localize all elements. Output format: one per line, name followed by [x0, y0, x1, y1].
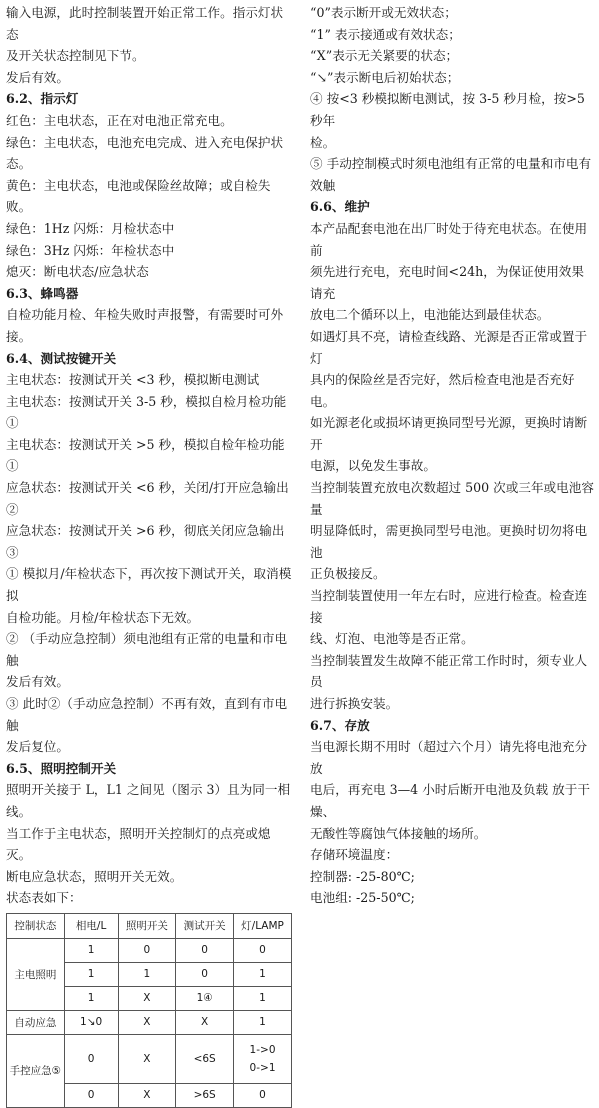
- text-line: 熄灭：断电状态/应急状态: [6, 264, 149, 280]
- section-lighting-switch: [6, 758, 293, 909]
- section-test-switch: [6, 348, 293, 758]
- text-line: ⑤ 手动控制模式时须电池组有正常的电量和市电有: [310, 156, 592, 172]
- table-header: 控制状态: [7, 913, 65, 938]
- table-row: [7, 1034, 292, 1083]
- table-cell: X: [118, 1034, 176, 1083]
- table-cell-stack: [234, 1034, 292, 1083]
- section-storage: [310, 715, 594, 909]
- table-header: 测试开关: [176, 913, 234, 938]
- text-line: 如遇灯具不亮，请检查线路、光源是否正常或置于灯: [310, 328, 588, 366]
- table-row: [7, 1010, 292, 1034]
- table-row: [7, 938, 292, 962]
- section-buzzer: [6, 283, 293, 348]
- left-column: [6, 2, 293, 1108]
- table-cell: 0: [118, 938, 176, 962]
- text-line: 主电状态：按测试开关 <3 秒，模拟断电测试: [6, 372, 260, 388]
- section-heading: 6.6、维护: [310, 199, 370, 215]
- intro-text: [6, 2, 293, 88]
- table-cell: 0->1: [249, 1061, 276, 1074]
- text-line: 检。: [310, 134, 336, 150]
- text-line: 状态表如下：: [6, 890, 82, 906]
- text-line: 绿色：1Hz 闪烁：月检状态中: [6, 220, 175, 236]
- table-cell: 1: [64, 962, 118, 986]
- section-heading: 6.4、测试按键开关: [6, 350, 117, 366]
- table-legend: [310, 2, 594, 196]
- text-line: ③ 此时②（手动应急控制）不再有效，直到有市电触: [6, 696, 288, 733]
- text-line: “1” 表示接通或有效状态；: [310, 26, 461, 42]
- text-line: 主电状态：按测试开关 >5 秒，模拟自检年检功能①: [6, 436, 285, 474]
- section-heading: 6.5、照明控制开关: [6, 760, 117, 776]
- text-line: 控制器: -25-80℃;: [310, 868, 415, 884]
- text-line: 正负极接反。: [310, 566, 386, 582]
- table-cell: X: [176, 1010, 234, 1034]
- text-line: 电池组: -25-50℃;: [310, 890, 415, 906]
- text-line: 绿色：3Hz 闪烁：年检状态中: [6, 242, 175, 258]
- text-line: 红色：主电状态，正在对电池正常充电。: [6, 112, 233, 128]
- table-cell: 1: [118, 962, 176, 986]
- table-cell: 1: [234, 986, 292, 1010]
- table-cell: 0: [176, 938, 234, 962]
- table-cell: 0: [234, 938, 292, 962]
- text-line: 及开关状态控制见下节。: [6, 48, 145, 64]
- text-line: 断电应急状态，照明开关无效。: [6, 868, 183, 884]
- right-column: [310, 2, 594, 909]
- text-line: 电源，以免发生事故。: [310, 458, 436, 474]
- table-header: 灯/LAMP: [234, 913, 292, 938]
- table-header-row: [7, 913, 292, 938]
- table-cell: X: [118, 1083, 176, 1107]
- text-line: ④ 按<3 秒模拟断电测试，按 3-5 秒月检，按>5 秒年: [310, 91, 589, 128]
- table-cell: 1: [64, 938, 118, 962]
- text-line: 线、灯泡、电池等是否正常。: [310, 631, 474, 647]
- text-line: “X”表示无关紧要的状态；: [310, 48, 459, 64]
- table-cell: 1↘0: [64, 1010, 118, 1034]
- text-line: 效触: [310, 177, 336, 193]
- text-line: 明显降低时，需更换同型号电池。更换时切勿将电池: [310, 523, 588, 560]
- text-line: 主电状态：按测试开关 3-5 秒，模拟自检月检功能①: [6, 393, 287, 431]
- table-group-label: 手控应急⑤: [7, 1034, 65, 1107]
- section-maintenance: [310, 196, 594, 714]
- text-line: 黄色：主电状态，电池或保险丝故障；或自检失败。: [6, 177, 271, 215]
- table-cell: 1④: [176, 986, 234, 1010]
- text-line: 发后复位。: [6, 739, 69, 755]
- table-header: 相电/L: [64, 913, 118, 938]
- table-cell: 0: [234, 1083, 292, 1107]
- text-line: 当工作于主电状态，照明开关控制灯的点亮或熄灭。: [6, 825, 271, 863]
- text-line: 自检功能月检、年检失败时声报警，有需要时可外接。: [6, 307, 284, 344]
- text-line: 当控制装置发生故障不能正常工作时时，须专业人员: [310, 652, 588, 690]
- text-line: 具内的保险丝是否完好，然后检查电池是否充好电。: [310, 372, 575, 409]
- section-heading: 6.3、蜂鸣器: [6, 285, 79, 301]
- table-cell: 0: [176, 962, 234, 986]
- table-cell: 1->0: [249, 1043, 276, 1056]
- text-line: “↘”表示断电后初始状态；: [310, 69, 460, 85]
- section-heading: 6.7、存放: [310, 717, 370, 733]
- table-header: 照明开关: [118, 913, 176, 938]
- section-indicator-lights: [6, 88, 293, 282]
- text-line: ① 模拟月/年检状态下，再次按下测试开关，取消模拟: [6, 566, 292, 604]
- table-group-label: 主电照明: [7, 938, 65, 1010]
- text-line: 当控制装置使用一年左右时，应进行检查。检查连接: [310, 588, 588, 625]
- text-line: 电后，再充电 3—4 小时后断开电池及负载 放于干燥、: [310, 782, 590, 819]
- table-cell: <6S: [176, 1034, 234, 1083]
- text-line: 当控制装置充放电次数超过 500 次或三年或电池容量: [310, 480, 594, 517]
- table-cell: X: [118, 986, 176, 1010]
- text-line: 绿色：主电状态，电池充电完成、进入充电保护状态。: [6, 134, 284, 172]
- table-cell: 0: [64, 1083, 118, 1107]
- text-line: 须先进行充电，充电时间<24h，为保证使用效果请充: [310, 264, 584, 301]
- table-cell: 0: [64, 1034, 118, 1083]
- text-line: 放电二个循环以上，电池能达到最佳状态。: [310, 307, 550, 323]
- text-line: 进行拆换安装。: [310, 696, 399, 711]
- text-line: 发后有效。: [6, 69, 69, 85]
- table-cell: 1: [64, 986, 118, 1010]
- section-heading: 6.2、指示灯: [6, 91, 79, 107]
- text-line: 照明开关接于 L，L1 之间见（图示 3）且为同一相线。: [6, 782, 291, 819]
- text-line: 应急状态：按测试开关 <6 秒，关闭/打开应急输出②: [6, 480, 289, 517]
- text-line: 应急状态：按测试开关 >6 秒，彻底关闭应急输出③: [6, 523, 285, 560]
- text-line: 无酸性等腐蚀气体接触的场所。: [310, 825, 487, 841]
- text-line: 发后有效。: [6, 674, 69, 690]
- status-table: [6, 913, 292, 1108]
- table-cell: X: [118, 1010, 176, 1034]
- text-line: ② （手动应急控制）须电池组有正常的电量和市电触: [6, 631, 288, 668]
- text-line: 存储环境温度：: [310, 847, 399, 863]
- table-cell: 1: [234, 962, 292, 986]
- text-line: 当电源长期不用时（超过六个月）请先将电池充分放: [310, 739, 588, 776]
- text-line: “0”表示断开或无效状态；: [310, 5, 457, 20]
- table-cell: >6S: [176, 1083, 234, 1107]
- table-group-label: 自动应急: [7, 1010, 65, 1034]
- text-line: 输入电源，此时控制装置开始正常工作。指示灯状态: [6, 5, 284, 42]
- text-line: 自检功能。月检/年检状态下无效。: [6, 609, 200, 625]
- text-line: 如光源老化或损坏请更换同型号光源，更换时请断开: [310, 415, 588, 452]
- table-cell: 1: [234, 1010, 292, 1034]
- text-line: 本产品配套电池在出厂时处于待充电状态。在使用前: [310, 220, 588, 258]
